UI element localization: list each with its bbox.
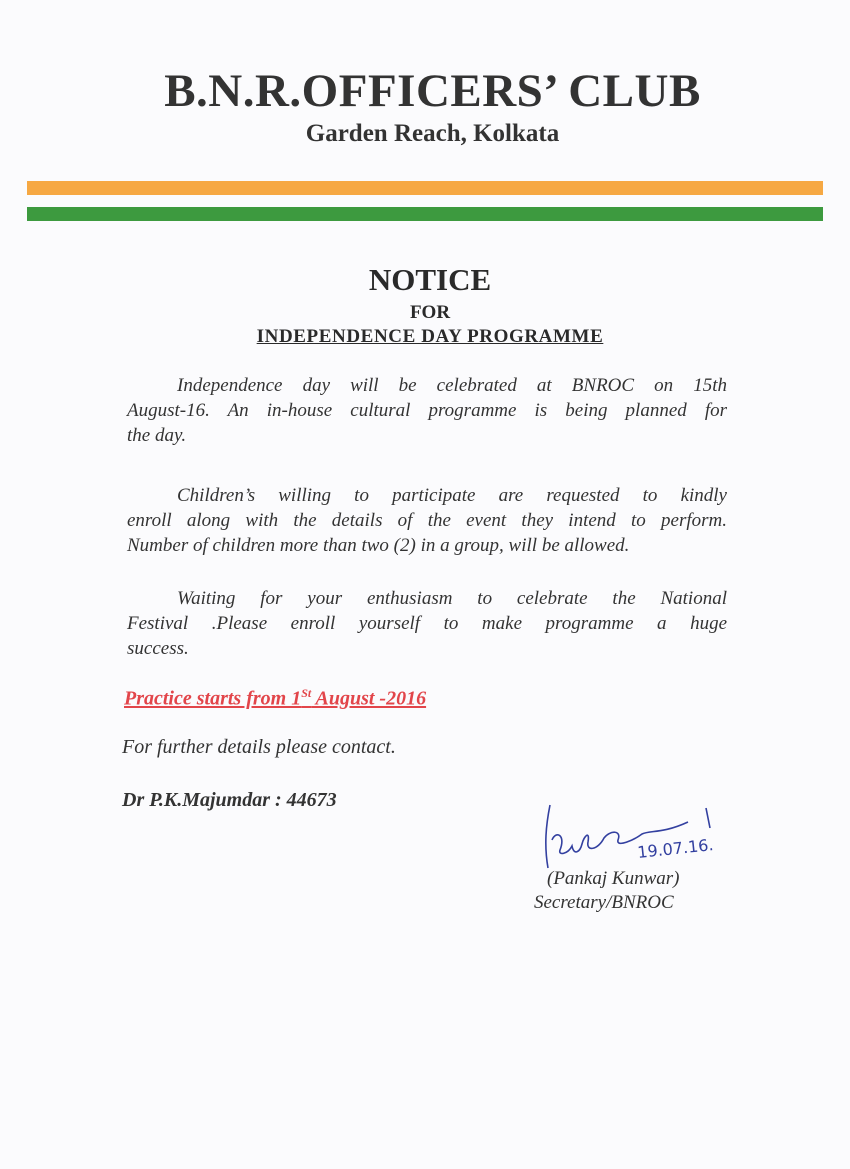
practice-date	[124, 686, 426, 711]
club-location: Garden Reach, Kolkata	[305, 120, 560, 147]
practice-prefix: Practice starts from 1	[124, 687, 302, 710]
paragraph-line: Independence day will be celebrated at BNROC on 15th	[177, 375, 727, 396]
notice-heading: NOTICE	[368, 262, 492, 297]
saffron-stripe	[27, 181, 823, 195]
paragraph-line: Children’s willing to participate are requested to kindly	[177, 485, 727, 506]
paragraph-line: enroll along with the details of the event they intend to perform.	[127, 510, 727, 531]
practice-suffix: August -2016	[311, 687, 427, 710]
club-title: B.N.R.OFFICERS’ CLUB	[164, 65, 701, 117]
signatory-name: (Pankaj Kunwar)	[547, 868, 680, 889]
programme-title: INDEPENDENCE DAY PROGRAMME	[256, 326, 604, 347]
practice-ordinal: St	[301, 686, 312, 700]
paragraph-line: the day.	[127, 425, 187, 446]
signatory-role: Secretary/BNROC	[534, 892, 674, 913]
paragraph-line: Number of children more than two (2) in a group, will be allowed.	[127, 535, 630, 556]
paragraph-line: success.	[127, 638, 189, 659]
contact-line: For further details please contact.	[122, 736, 396, 758]
signature-date: 19.07.16.	[636, 835, 715, 862]
green-stripe	[27, 207, 823, 221]
contact-person: Dr P.K.Majumdar : 44673	[122, 789, 337, 811]
paragraph-line: Waiting for your enthusiasm to celebrate the National	[177, 588, 727, 609]
handwritten-signature	[538, 800, 728, 875]
paragraph-line: August-16. An in-house cultural programme is being planned for	[127, 400, 727, 421]
paragraph-enthusiasm	[127, 586, 727, 661]
paragraph-participation	[127, 483, 727, 558]
paragraph-line: Festival .Please enroll yourself to make programme a huge	[127, 613, 727, 634]
paragraph-celebration	[127, 373, 727, 448]
notice-for: FOR	[409, 302, 451, 323]
